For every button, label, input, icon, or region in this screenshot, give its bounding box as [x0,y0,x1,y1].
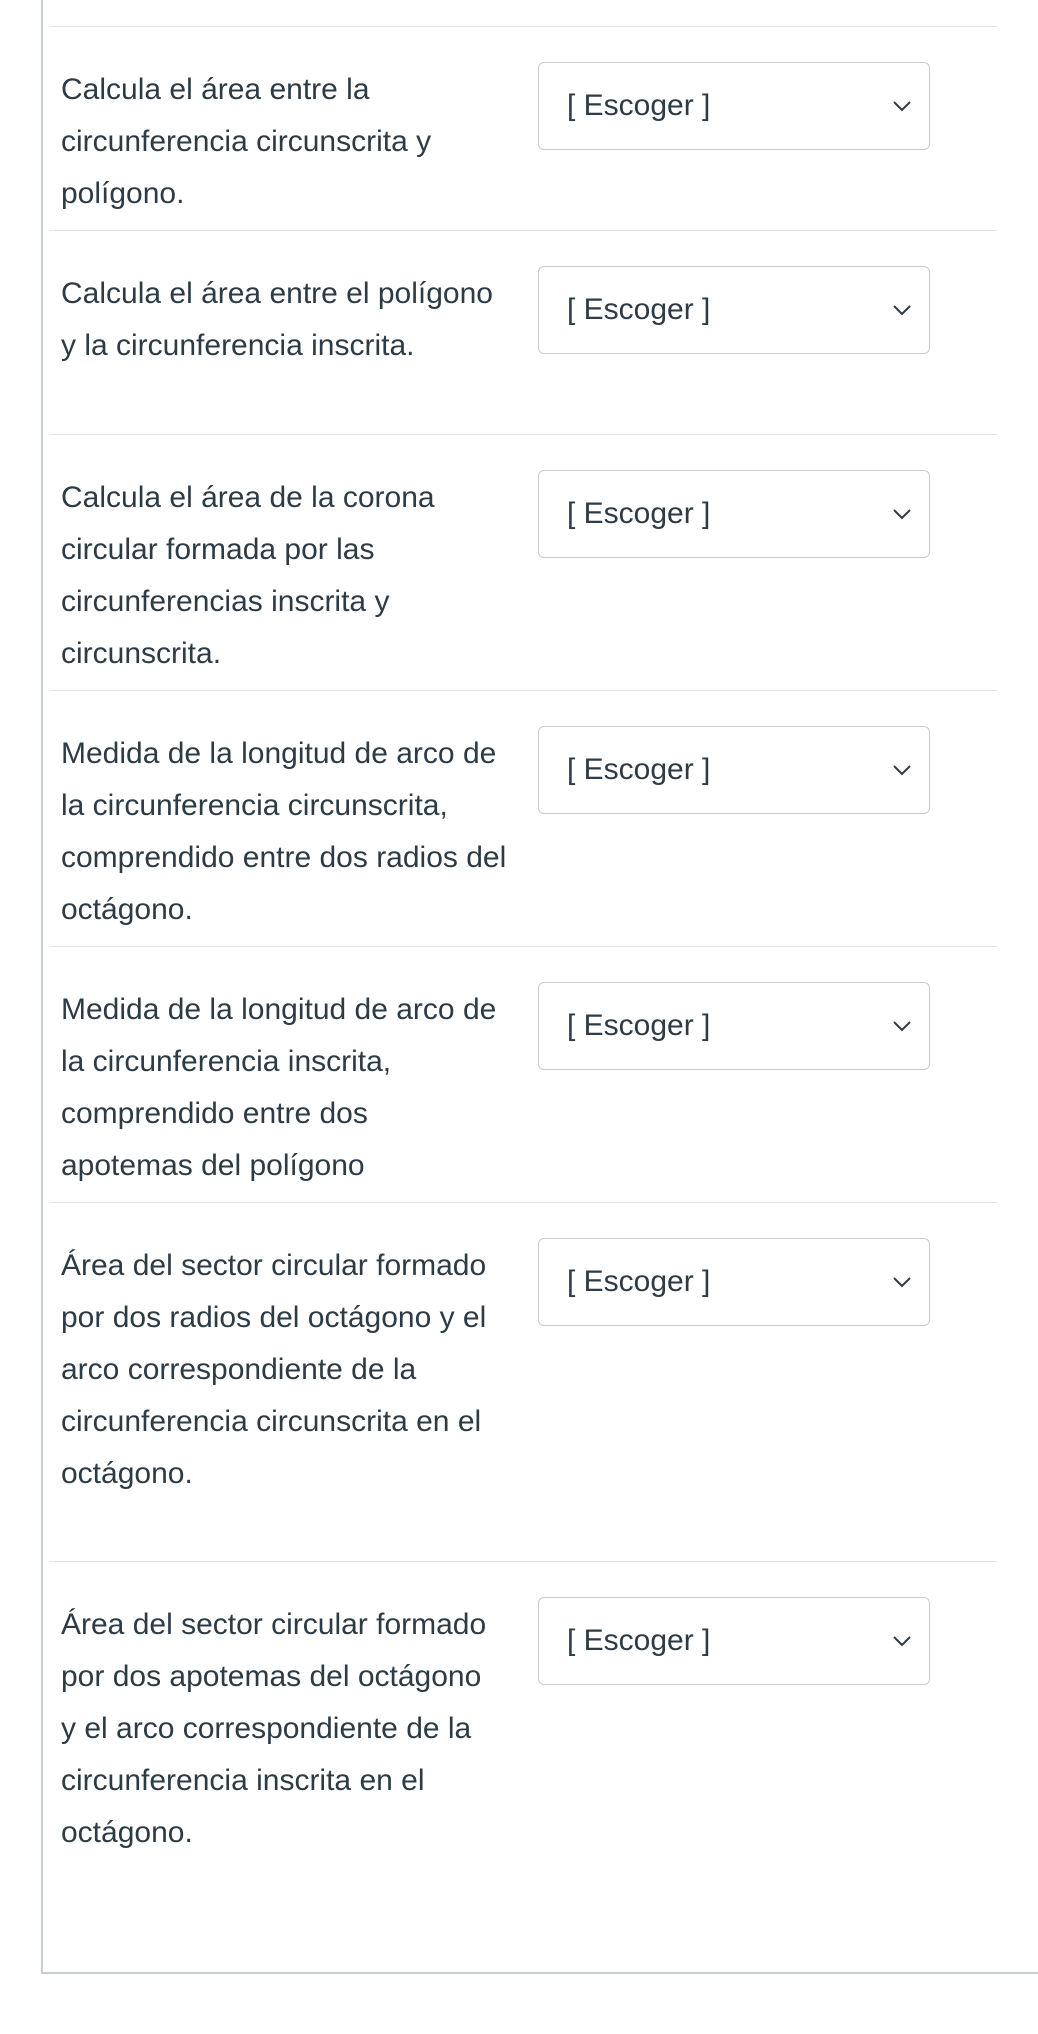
answer-select[interactable] [538,1238,930,1326]
match-row [49,1561,997,1961]
match-prompt: Calcula el área entre la circunferencia circunscrita y polígono. [61,73,432,210]
chevron-down-icon [891,503,913,525]
match-prompt: Área del sector circular formado por dos apotemas del octágono y el arco correspondiente de la circunferencia inscrita en el octágono. [61,1608,487,1849]
answer-select[interactable] [538,726,930,814]
match-row [49,946,997,1202]
chevron-down-icon [891,299,913,321]
select-value: [ Escoger ] [567,89,711,122]
answer-select[interactable] [538,1597,930,1685]
chevron-down-icon [891,1015,913,1037]
matching-rows [49,26,997,1961]
match-row [49,26,997,230]
select-value: [ Escoger ] [567,753,711,786]
match-prompt: Medida de la longitud de arco de la circunferencia circunscrita, comprendido entre dos radios del octágono. [61,737,507,926]
chevron-down-icon [891,759,913,781]
select-value: [ Escoger ] [567,497,711,530]
select-value: [ Escoger ] [567,293,711,326]
match-prompt: Medida de la longitud de arco de la circunferencia inscrita, comprendido entre dos apotemas del polígono [61,993,497,1182]
match-prompt: Calcula el área entre el polígono y la circunferencia inscrita. [61,277,493,362]
select-value: [ Escoger ] [567,1009,711,1042]
answer-select[interactable] [538,266,930,354]
chevron-down-icon [891,95,913,117]
match-row [49,230,997,434]
match-row [49,1202,997,1561]
match-row [49,690,997,946]
chevron-down-icon [891,1271,913,1293]
answer-select[interactable] [538,982,930,1070]
answer-select[interactable] [538,62,930,150]
match-prompt: Área del sector circular formado por dos radios del octágono y el arco correspondiente de la circunferencia circunscrita en el octágono. [61,1249,487,1490]
select-value: [ Escoger ] [567,1265,711,1298]
answer-select[interactable] [538,470,930,558]
select-value: [ Escoger ] [567,1624,711,1657]
match-prompt: Calcula el área de la corona circular formada por las circunferencias inscrita y circunscrita. [61,481,435,670]
chevron-down-icon [891,1630,913,1652]
match-row [49,434,997,690]
